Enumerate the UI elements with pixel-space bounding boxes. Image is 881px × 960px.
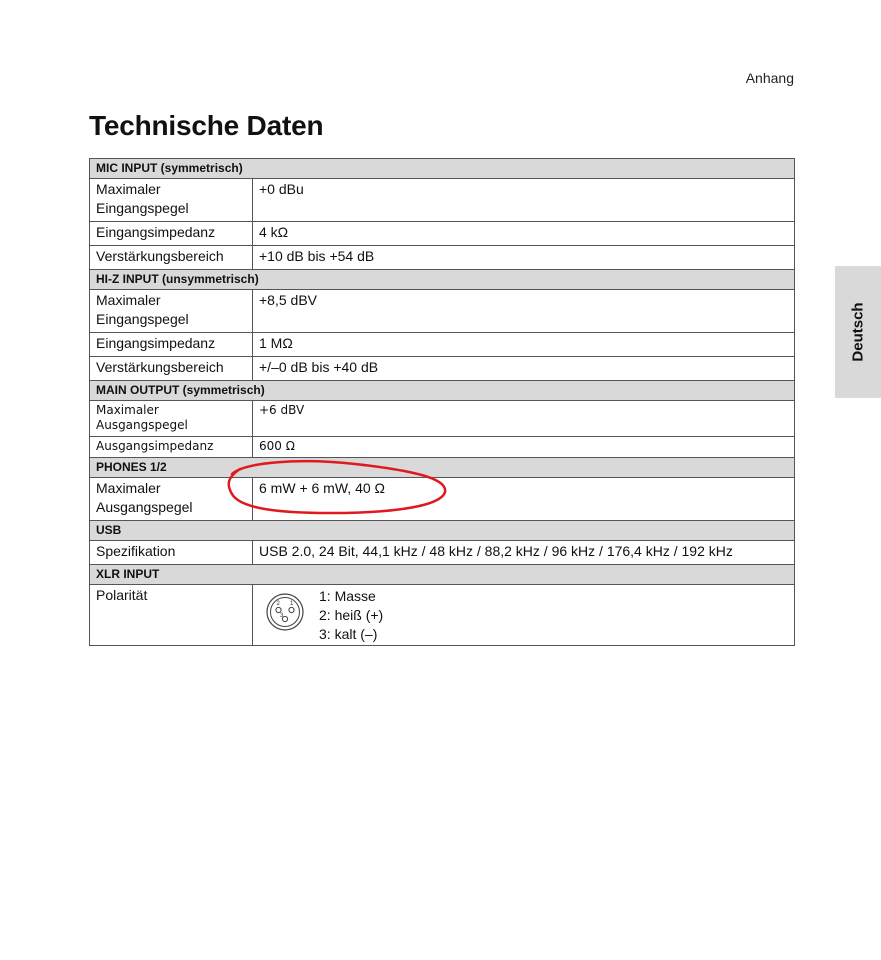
table-row <box>90 585 795 646</box>
language-tab-label: Deutsch <box>849 302 867 362</box>
row-label: Eingangsimpedanz <box>90 333 253 357</box>
row-label: Maximaler Eingangspegel <box>90 290 253 333</box>
section-title: HI-Z INPUT (unsymmetrisch) <box>90 270 795 290</box>
pin-label: 2 <box>276 601 280 607</box>
section-title: XLR INPUT <box>90 565 795 585</box>
section-header-xlr-input <box>90 565 795 585</box>
table-row <box>90 478 795 521</box>
row-label: Maximaler Ausgangspegel <box>90 401 253 437</box>
language-tab <box>835 266 881 398</box>
table-row <box>90 437 795 458</box>
table-row <box>90 333 795 357</box>
row-label: Eingangsimpedanz <box>90 222 253 246</box>
section-title: USB <box>90 521 795 541</box>
row-value <box>253 585 795 646</box>
table-row <box>90 222 795 246</box>
row-label: Maximaler Ausgangspegel <box>90 478 253 521</box>
row-label: Verstärkungsbereich <box>90 357 253 381</box>
section-header-main-output <box>90 381 795 401</box>
row-label: Polarität <box>90 585 253 646</box>
section-title: PHONES 1/2 <box>90 458 795 478</box>
row-value: +6 dBV <box>253 401 795 437</box>
section-header-mic-input <box>90 159 795 179</box>
list-item: 1: Masse <box>319 588 376 604</box>
section-header-phones <box>90 458 795 478</box>
table-row <box>90 246 795 270</box>
row-value: 1 MΩ <box>253 333 795 357</box>
table-row <box>90 179 795 222</box>
row-value: 4 kΩ <box>253 222 795 246</box>
list-item: 2: heiß (+) <box>319 607 384 623</box>
row-label: Spezifikation <box>90 541 253 565</box>
row-label: Ausgangsimpedanz <box>90 437 253 458</box>
row-value: +0 dBu <box>253 179 795 222</box>
section-header-usb <box>90 521 795 541</box>
page-title: Technische Daten <box>89 110 324 141</box>
row-value: +/–0 dB bis +40 dB <box>253 357 795 381</box>
section-header-hi-z-input <box>90 270 795 290</box>
section-title: MIC INPUT (symmetrisch) <box>90 159 795 179</box>
pin-label: 1 <box>290 601 294 607</box>
row-label: Maximaler Eingangspegel <box>90 179 253 222</box>
row-value: +8,5 dBV <box>253 290 795 333</box>
row-label: Verstärkungsbereich <box>90 246 253 270</box>
section-title: MAIN OUTPUT (symmetrisch) <box>90 381 795 401</box>
xlr-connector-icon <box>265 592 305 632</box>
row-value: 600 Ω <box>253 437 795 458</box>
table-row <box>90 541 795 565</box>
row-value: +10 dB bis +54 dB <box>253 246 795 270</box>
pin-label: 3 <box>280 613 284 619</box>
table-row <box>90 357 795 381</box>
specifications-table <box>89 158 795 646</box>
row-value: USB 2.0, 24 Bit, 44,1 kHz / 48 kHz / 88,2 kHz / 96 kHz / 176,4 kHz / 192 kHz <box>253 541 795 565</box>
list-item: 3: kalt (–) <box>319 626 378 642</box>
table-row <box>90 290 795 333</box>
section-header-label: Anhang <box>745 70 794 86</box>
row-value: 6 mW + 6 mW, 40 Ω <box>253 478 795 521</box>
polarity-list <box>319 587 383 644</box>
table-row <box>90 401 795 437</box>
